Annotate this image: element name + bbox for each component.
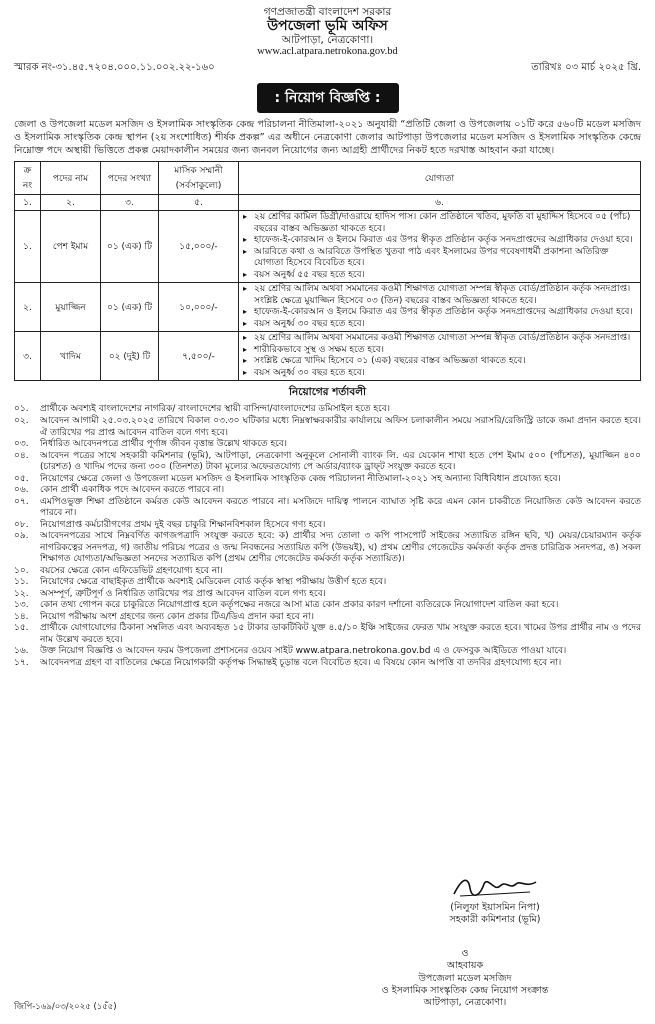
row-post: পেশ ইমাম (41, 211, 101, 283)
row-qualifications (239, 283, 641, 332)
government-name: গণপ্রজাতন্ত্রী বাংলাদেশ সরকার (263, 6, 392, 18)
row-count: ০১ (এক) টি (101, 211, 159, 283)
condition-text: আবেদন আগামী ২৫.০৩.২০২৫ তারিখে বিকাল ০৩.৩০ ঘটিকার মধ্যে নিম্নস্বাক্ষরকারীর কার্যালয়ে অফিস চলাকালীন সময়ে সরাসরি/রেজিস্ট্রি ডাকে জমা প্রদান করতে হবে। ঐ তারিখের পর প্রাপ্ত আবেদন বাতিল বলে গণ্য হবে। (40, 415, 641, 438)
conditions-list (14, 404, 641, 669)
committee-place: আটপাড়া, নেত্রকোণা। (423, 997, 507, 1009)
row-pay: ৭,৫০০/- (159, 332, 239, 381)
condition-text: এমপিওভুক্ত শিক্ষা প্রতিষ্ঠানে কর্মরত কেউ আবেদন করতে পারবে না। মসজিদে দায়িত্ব পালনে ব্যাঘাত সৃষ্টি করে এমন কোন চাকরীতে নিয়োজিত কেউ আবেদন করতে পারবে না। (40, 496, 641, 519)
condition-item (14, 520, 641, 532)
header-pay: মাসিক সম্মানী (সর্বসাকুল্যে) (159, 162, 239, 195)
condition-number: ১২. (14, 588, 29, 599)
convenor-role: আহবায়ক (446, 960, 484, 972)
memo-date: তারিখঃ ০৩ মার্চ ২০২৫ খ্রি. (531, 62, 641, 74)
colnum: ৩. (101, 195, 159, 211)
row-count: ০১ (এক) টি (101, 283, 159, 332)
letterhead (14, 6, 641, 58)
condition-number: ১০. (14, 565, 29, 576)
condition-text: নিয়োগের ক্ষেত্রে জেলা ও উপজেলা মডেল মসজিদ ও ইসলামিক সাংস্কৃতিক কেন্দ্র পরিচালনা নীতিমালা-২০২১ সহ অন্যান্য বিধিবিধান প্রযোজ্য হবে। (40, 473, 561, 484)
condition-item (14, 600, 641, 612)
condition-text: আবেদনপত্র গ্রহণ বা বাতিলের ক্ষেত্রে নিয়োগকারী কর্তৃপক্ষ সিদ্ধান্তই চূড়ান্ত বলে বিবেচিত হবে। এ বিষয়ে কোন আপত্তি বা তদবির গ্রহণযোগ্য হবে না। (40, 657, 562, 668)
condition-number: ০১. (14, 404, 29, 415)
condition-number: ১৩. (14, 600, 29, 611)
row-pay: ১০,০০০/- (159, 283, 239, 332)
office-name: উপজেলা ভূমি অফিস (267, 18, 388, 35)
condition-text: নির্ধারিত আবেদনপত্রে প্রার্থীর পূর্ণাঙ্গ জীবন বৃত্তান্ত উল্লেখ থাকতে হবে। (40, 439, 288, 450)
convenor-block (365, 948, 565, 1010)
header-qualification: যোগ্যতা (239, 162, 641, 195)
table-row (15, 283, 641, 332)
qualification-item: ▸ আরবিতে কথা ও আরবিতে উপস্থিত খুতবা পাঠ এবং ইসলামের উপর গবেষণাধর্মী প্রকাশনা অতিরিক্ত যোগ্যতা হিসেবে বিবেচিত হবে। (254, 247, 637, 270)
qualification-item: ▸ বয়স অনুর্ধ্ব ৩০ বছর হতে হবে। (254, 319, 637, 331)
condition-item (14, 623, 641, 646)
condition-item (14, 439, 641, 451)
qualification-item: ▸ ২য় শ্রেণির আলিম অথবা সমমানের কওমী শিক্ষাগত যোগ্যতা সম্পন্ন স্বীকৃত বোর্ড/প্রতিষ্ঠান কর্তৃক সনদপ্রাপ্ত। (254, 333, 637, 345)
colnum: ৫. (159, 195, 239, 211)
condition-item (14, 612, 641, 624)
condition-item (14, 531, 641, 566)
column-number-row (15, 195, 641, 211)
signatory-title: সহকারী কমিশনার (ভূমি) (449, 914, 541, 926)
header-post: পদের নাম (41, 162, 101, 195)
condition-item (14, 566, 641, 578)
condition-text: আবেদনপত্রের সাথে নিম্নবর্ণিত কাগজপত্রাদি সংযুক্ত করতে হবে: ক) প্রার্থীর সদ্য তোলা ৩ কপি পাসপোর্ট সাইজের সত্যায়িত রঙ্গিন ছবি, খ) মেয়র/চেয়ারম্যান কর্তৃক নাগরিকত্বের সনদপত্র, গ) জাতীয় পরিচয় পত্রের ও জন্ম নিবন্ধনের সত্যায়িত কপি (উভয়ই), ঘ) প্রথম শ্রেণীর গেজেটেড কর্মকর্তা কর্তৃক প্রদত্ত চারিত্রিক সনদপত্র, ঙ) সকল শিক্ষাগত যোগ্যতা/অভিজ্ঞতা সনদের সত্যায়িত কপি (প্রথম শ্রেণীর গেজেটেড কর্মকর্তা কর্তৃক সত্যায়িত)। (40, 531, 641, 565)
condition-item (14, 497, 641, 520)
conjunction: ও (461, 948, 469, 959)
condition-item (14, 416, 641, 439)
condition-item (14, 658, 641, 670)
condition-text: নিয়োগ পরীক্ষায় অংশ গ্রহণের জন্য কোন প্রকার টিএ/ডিএ প্রদান করা হবে না। (40, 611, 314, 622)
condition-item (14, 404, 641, 416)
conditions-title: নিয়োগের শর্তাবলী (288, 386, 367, 399)
memo-row (14, 60, 641, 77)
office-location: আটপাড়া, নেত্রকোণা। (281, 34, 374, 47)
notice-banner: : নিয়োগ বিজ্ঞপ্তি : (257, 83, 399, 113)
colnum: ৬. (239, 195, 641, 211)
colnum: ২. (41, 195, 101, 211)
signatory-name: (নিলুফা ইয়াসমিন নিপা) (450, 902, 540, 913)
condition-text: অসম্পূর্ণ, ত্রুটিপূর্ণ ও নির্ধারিত তারিখের পর প্রাপ্ত আবেদন বাতিল বলে গণ্য হবে। (40, 588, 326, 599)
office-website: www.acl.atpara.netrokona.gov.bd (257, 46, 398, 58)
condition-text: নিয়োগপ্রাপ্ত কর্মচারীগণের প্রথম দুই বছর চাকুরি শিক্ষানবিশকাল হিসেবে গণ্য হবে। (40, 519, 326, 530)
condition-number: ০৪. (14, 450, 29, 461)
committee-line-1: উপজেলা মডেল মসজিদ (418, 972, 512, 984)
table-row (15, 211, 641, 283)
condition-number: ১৫. (14, 623, 29, 634)
condition-text: আবেদন পত্রের সাথে সহকারী কমিশনার (ভূমি), আটপাড়া, নেত্রকোণা অনুকূলে সোনালী ব্যাংক লি. এর যেকোন শাখা হতে পেশ ইমাম ৫০০ (পাঁচশত), মুয়াজ্জিন ৪০০ (চারশত) ও খাদিম পদের জন্য ৩০০ (তিনশত) টাকা মূল্যের অফেরতযোগ্য পে অর্ডার/ব্যাংক ড্রাফ্‌ট সংযুক্ত করতে হবে। (40, 450, 641, 473)
row-pay: ১৫,০০০/- (159, 211, 239, 283)
signature-block (405, 874, 585, 927)
condition-item (14, 474, 641, 486)
condition-number: ০৬. (14, 485, 29, 496)
row-sl: ৩. (15, 332, 41, 381)
condition-text: প্রার্থীকে যোগাযোগের ঠিকানা সম্বলিত এবং অব্যবহৃত ১৫ টাকার ডাকটিকিট যুক্ত ৪.৫/১০ ইঞ্চি সাইজের ফেরত খাম সংযুক্ত করতে হবে। খামের উপর প্রার্থীর নাম ও পদের নাম উল্লেখ করতে হবে। (40, 623, 641, 645)
table-header-row (15, 162, 641, 195)
condition-number: ১৭. (14, 657, 29, 668)
condition-item (14, 646, 641, 658)
banner-wrap (14, 83, 641, 113)
condition-number: ১১. (14, 577, 29, 588)
condition-text: নিয়োগের ক্ষেত্রে বাছাইকৃত প্রার্থীকে অবশ্যই মেডিকেল বোর্ড কর্তৃক স্বাস্থ্য পরীক্ষায় উত্তীর্ণ হতে হবে। (40, 577, 387, 588)
condition-number: ১৬. (14, 646, 29, 657)
committee-line-2: ও ইসলামিক সাংস্কৃতিক কেন্দ্র নিয়োগ সংক্রান্ত (381, 985, 549, 997)
condition-number: ০৭. (14, 496, 29, 507)
condition-text: প্রার্থীকে অবশ্যই বাংলাদেশের নাগরিক/ বাংলাদেশের স্থায়ী বাসিন্দা/বাংলাদেশের ডমিসাইল হতে হবে। (40, 404, 390, 415)
row-qualifications (239, 332, 641, 381)
qualification-item: ▸ ২য় শ্রেণির কামিল ডিগ্রী/দাওরায়ে হাদিস পাস। কোন প্রতিষ্ঠানে খতিব, মুফতি বা মুহাদ্দিস হিসেবে ০৫ (পাঁচ) বছরের বাস্তব অভিজ্ঞতা থাকতে হবে। (254, 212, 637, 235)
condition-number: ০৩. (14, 439, 29, 450)
row-post: খাদিম (41, 332, 101, 381)
condition-text: কোন প্রার্থী একাধিক পদে আবেদন করতে পারবে না। (40, 485, 225, 496)
condition-text: উক্ত নিয়োগ বিজ্ঞপ্তি ও আবেদন ফরম উপজেলা প্রশাসনের ওয়েব সাইট www.atpara.netrokona.gov.bd এ ও ফেসবুক আইডিতে পাওয়া যাবে। (40, 646, 567, 657)
row-qualifications (239, 211, 641, 283)
condition-number: ০৫. (14, 473, 29, 484)
qualification-item: ▸ ২য় শ্রেণির আলিম অথবা সমমানের কওমী শিক্ষাগত যোগ্যতা সম্পন্ন স্বীকৃত বোর্ড/প্রতিষ্ঠান কর্তৃক সনদপ্রাপ্ত। সংশ্লিষ্ট ক্ষেত্রে মুয়াজ্জিন হিসেবে ০৩ (তিন) বছরের বাস্তব অভিজ্ঞতা থাকতে হবে। (254, 284, 637, 307)
row-sl: ১. (15, 211, 41, 283)
header-sl: ক্র নং (15, 162, 41, 195)
colnum: ১. (15, 195, 41, 211)
condition-item (14, 451, 641, 474)
intro-paragraph: জেলা ও উপজেলা মডেল মসজিদ ও ইসলামিক সাংস্কৃতিক কেন্দ্র পরিচালনা নীতিমালা-২০২১ অনুযায়ী “প্রতিটি জেলা ও উপজেলায় ০১টি করে ৫৬০টি মডেল মসজিদ ও ইসলামিক সাংস্কৃতিক কেন্দ্র স্থাপন (২য় সংশোধিত) শীর্ষক প্রকল্প” এর অধীনে নেত্রকোণা জেলার আটপাড়া উপজেলার মডেল মসজিদ ও ইসলামিক সাংস্কৃতিক কেন্দ্রে নিম্নোক্ত পদে অস্থায়ী ভিত্তিতে প্রকল্প মেয়াদকালীন সময়ের জন্য জনবল নিয়োগের জন্য আগ্রহী প্রার্থীদের নিকট হতে দরখাস্ত আহবান করা যাচ্ছে। (14, 119, 641, 156)
qualification-item: ▸ হাফেজ-ই-কোরআন ও ইলমে কিরাত এর উপর স্বীকৃত প্রতিষ্ঠান কর্তৃক সনদপ্রাপ্তদের অগ্রাধিকার দেওয়া হবে। (254, 235, 637, 247)
condition-item (14, 577, 641, 589)
qualification-item: ▸ বয়স অনুর্ধ্ব ৫৫ বছর হতে হবে। (254, 270, 637, 282)
header-count: পদের সংখ্যা (101, 162, 159, 195)
condition-item (14, 589, 641, 601)
table-row (15, 332, 641, 381)
footer-code: জিপি-১৬৯/০৩/২০২৫ (১৫ঁ৫) (14, 1002, 117, 1012)
qualification-item: ▸ বয়স অনুর্ধ্ব ৩০ বছর হতে হবে। (254, 368, 637, 380)
condition-number: ০৮. (14, 519, 29, 530)
condition-number: ১৪. (14, 611, 29, 622)
row-sl: ২. (15, 283, 41, 332)
condition-number: ০২. (14, 415, 29, 426)
qualification-item: ▸ হাফেজ-ই-কোরআন ও ইলমে কিরাত এর উপর স্বীকৃত প্রতিষ্ঠান কর্তৃক সনদপ্রাপ্তদের অগ্রাধিকার দেওয়া হবে। (254, 307, 637, 319)
qualification-item: ▸ শারীরিকভাবে সুস্থ ও সক্ষম হতে হবে। (254, 345, 637, 357)
row-count: ০২ (দুই) টি (101, 332, 159, 381)
condition-number: ০৯. (14, 531, 29, 542)
condition-text: বয়সের ক্ষেত্রে কোন এফিডেভিট গ্রহণযোগ্য হবে না। (40, 565, 223, 576)
row-post: মুয়াজ্জিন (41, 283, 101, 332)
qualification-item: ▸ সংশ্লিষ্ট ক্ষেত্রে খাদিম হিসেবে ০১ (এক) বছরের বাস্তব অভিজ্ঞতা থাকতে হবে। (254, 356, 637, 368)
signature-icon (450, 874, 540, 900)
condition-item (14, 485, 641, 497)
condition-text: কোন তথ্য গোপন করে চাকুরিতে নিয়োগপ্রাপ্ত হলে কর্তৃপক্ষের নজরে আসা মাত্র কোন প্রকার কারণ দর্শানো ব্যতিরেকে নিয়োগাদেশ বাতিল করা হবে। (40, 600, 559, 611)
posts-table (14, 161, 641, 381)
memo-ref: স্মারক নং-৩১.৪৫.৭২০৪.০০০.১১.০০২.২২-১৬০ (14, 62, 215, 74)
